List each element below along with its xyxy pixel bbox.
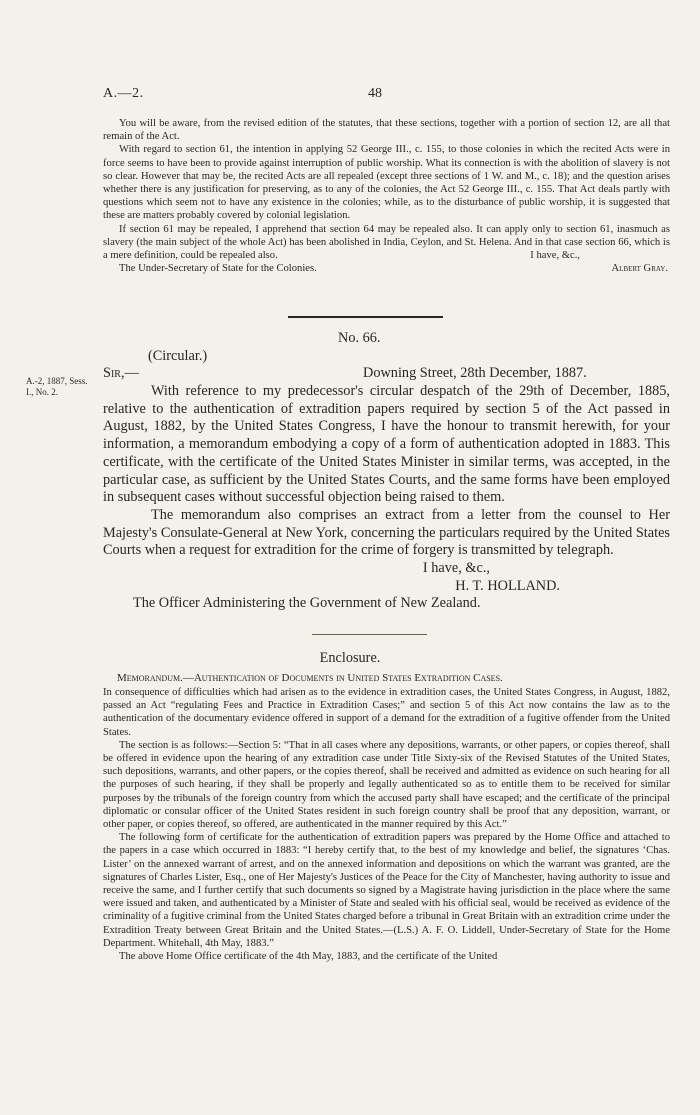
section-divider	[312, 634, 427, 635]
salutation: Sir,—	[103, 365, 139, 381]
place-date: Downing Street, 28th December, 1887.	[363, 365, 587, 381]
section-divider	[288, 316, 443, 318]
closing: I have, &c.,	[422, 560, 490, 577]
signature: H. T. HOLLAND.	[455, 577, 560, 594]
paragraph: With regard to section 61, the intention in applying 52 George III., c. 155, to those colonies in which the recited Acts were in force seems to have been to provide against interruption of public worship. What its connection is with the abolition of slavery is not so clear. However that may be, the recited Acts are all repealed (except three sections of 1 W. and M., c. 18); and the question arises whether there is any justification for preserving, as to any of the colonies, the Act 52 George III., c. 155. That Act deals partly with questions which seem not to have any existence in the colonies; while, as to the disturbance of public worship, it is suggested that these are matters probably covered by colonial legislation.	[103, 144, 670, 222]
enclosure-body	[103, 686, 670, 963]
despatch-number: No. 66.	[338, 330, 381, 346]
paragraph: With reference to my predecessor's circular despatch of the 29th of December, 1885, relative to the authentication of extradition papers required by section 5 of the Act passed in August, 1882, by the United States Congress, I have the honour to transmit herewith, for your information, a memorandum embodying a copy of a form of authentication adopted in 1883. This certificate, with the certificate of the United States Minister in similar terms, was accepted, in the particular case, as sufficient by the United States Courts, and the same forms have been employed in subsequent cases without successful objection being raised to them.	[103, 383, 670, 506]
margin-note: A.-2, 1887, Sess. I., No. 2.	[26, 376, 88, 397]
letter-previous	[103, 117, 670, 276]
circular-label: (Circular.)	[148, 348, 208, 364]
despatch-body	[103, 383, 670, 613]
paragraph: The above Home Office certificate of the 4th May, 1883, and the certificate of the United	[119, 951, 498, 963]
signature: Albert Gray.	[611, 263, 668, 275]
paragraph: If section 61 may be repealed, I apprehend that section 64 may be repealed also. It can apply only to section 61, inasmuch as slavery (the main subject of the whole Act) has been abolished in India, Ceylon, and St. Helena. And in that case section 66, which is a mere definition, could be repealed also.	[103, 223, 670, 262]
page-number: 48	[368, 86, 382, 101]
memorandum-heading: Memorandum.—Authentication of Documents in United States Extradition Cases.	[117, 672, 503, 684]
closing: I have, &c.,	[530, 250, 580, 262]
addressee: The Under-Secretary of State for the Colonies.	[119, 263, 317, 275]
paragraph: The memorandum also comprises an extract from a letter from the counsel to Her Majesty's Consulate-General at New York, concerning the particulars required by the United States Courts when a request for extradition for the crime of forgery is transmitted by telegraph.	[103, 506, 670, 559]
paragraph: The section is as follows:—Section 5: “That in all cases where any depositions, warrants, or other papers, or copies thereof, shall be offered in evidence upon the hearing of any extradition case under Title Sixty-six of the Revised Statutes of the United States, such depositions, warrants, and other papers, or the copies thereof, shall be received and admitted as evidence on such hearing for all the purposes of such hearing, if they shall be properly and legally authenticated so as to entitle them to be received for similar purposes by the tribunals of the foreign country from which the accused party shall have escaped; and the certificate of the principal diplomatic or consular officer of the United States resident in such foreign country shall be proof that any deposition, warrant, or other paper, or copies thereof, so offered, are authenticated in the manner required by this Act.”	[103, 739, 670, 831]
enclosure-title: Enclosure.	[319, 650, 381, 666]
page-section-label: A.—2.	[103, 86, 144, 101]
paragraph: You will be aware, from the revised edition of the statutes, that these sections, together with a portion of section 12, are all that remain of the Act.	[103, 118, 670, 143]
paragraph: In consequence of difficulties which had arisen as to the evidence in extradition cases, the United States Congress, in August, 1882, passed an Act “regulating Fees and Practice in Extradition Cases;” and section 5 of this Act now contains the law as to the authentication of the documentary evidence offered in support of a demand for the extradition of a fugitive offender from the United States.	[103, 687, 670, 738]
addressee: The Officer Administering the Government of New Zealand.	[133, 595, 481, 612]
addressee-signature-row	[103, 262, 670, 275]
paragraph: The following form of certificate for the authentication of extradition papers was prepared by the Home Office and attached to the papers in a case which occurred in 1883: “I hereby certify that, to the best of my knowledge and belief, the signatures ‘Chas. Lister’ on the annexed warrant of arrest, and on the annexed information and depositions on which the warrant was granted, are the signatures of Charles Lister, Esq., one of Her Majesty's Justices of the Peace for the City of Manchester, having authority to issue and receive the same, and I further certify that such documents so signed by a Magistrate having jurisdiction in the place where the same were issued and taken, and authenticated by a Minister of State and sealed with his official seal, would be received as evidence of the criminality of a fugitive criminal from the United States charged before a tribunal in Great Britain with an extradition crime under the Extradition Treaty between Great Britain and the United States.—(L.S.) A. F. O. Liddell, Under-Secretary of State for the Home Department. Whitehall, 4th May, 1883.”	[103, 832, 670, 949]
